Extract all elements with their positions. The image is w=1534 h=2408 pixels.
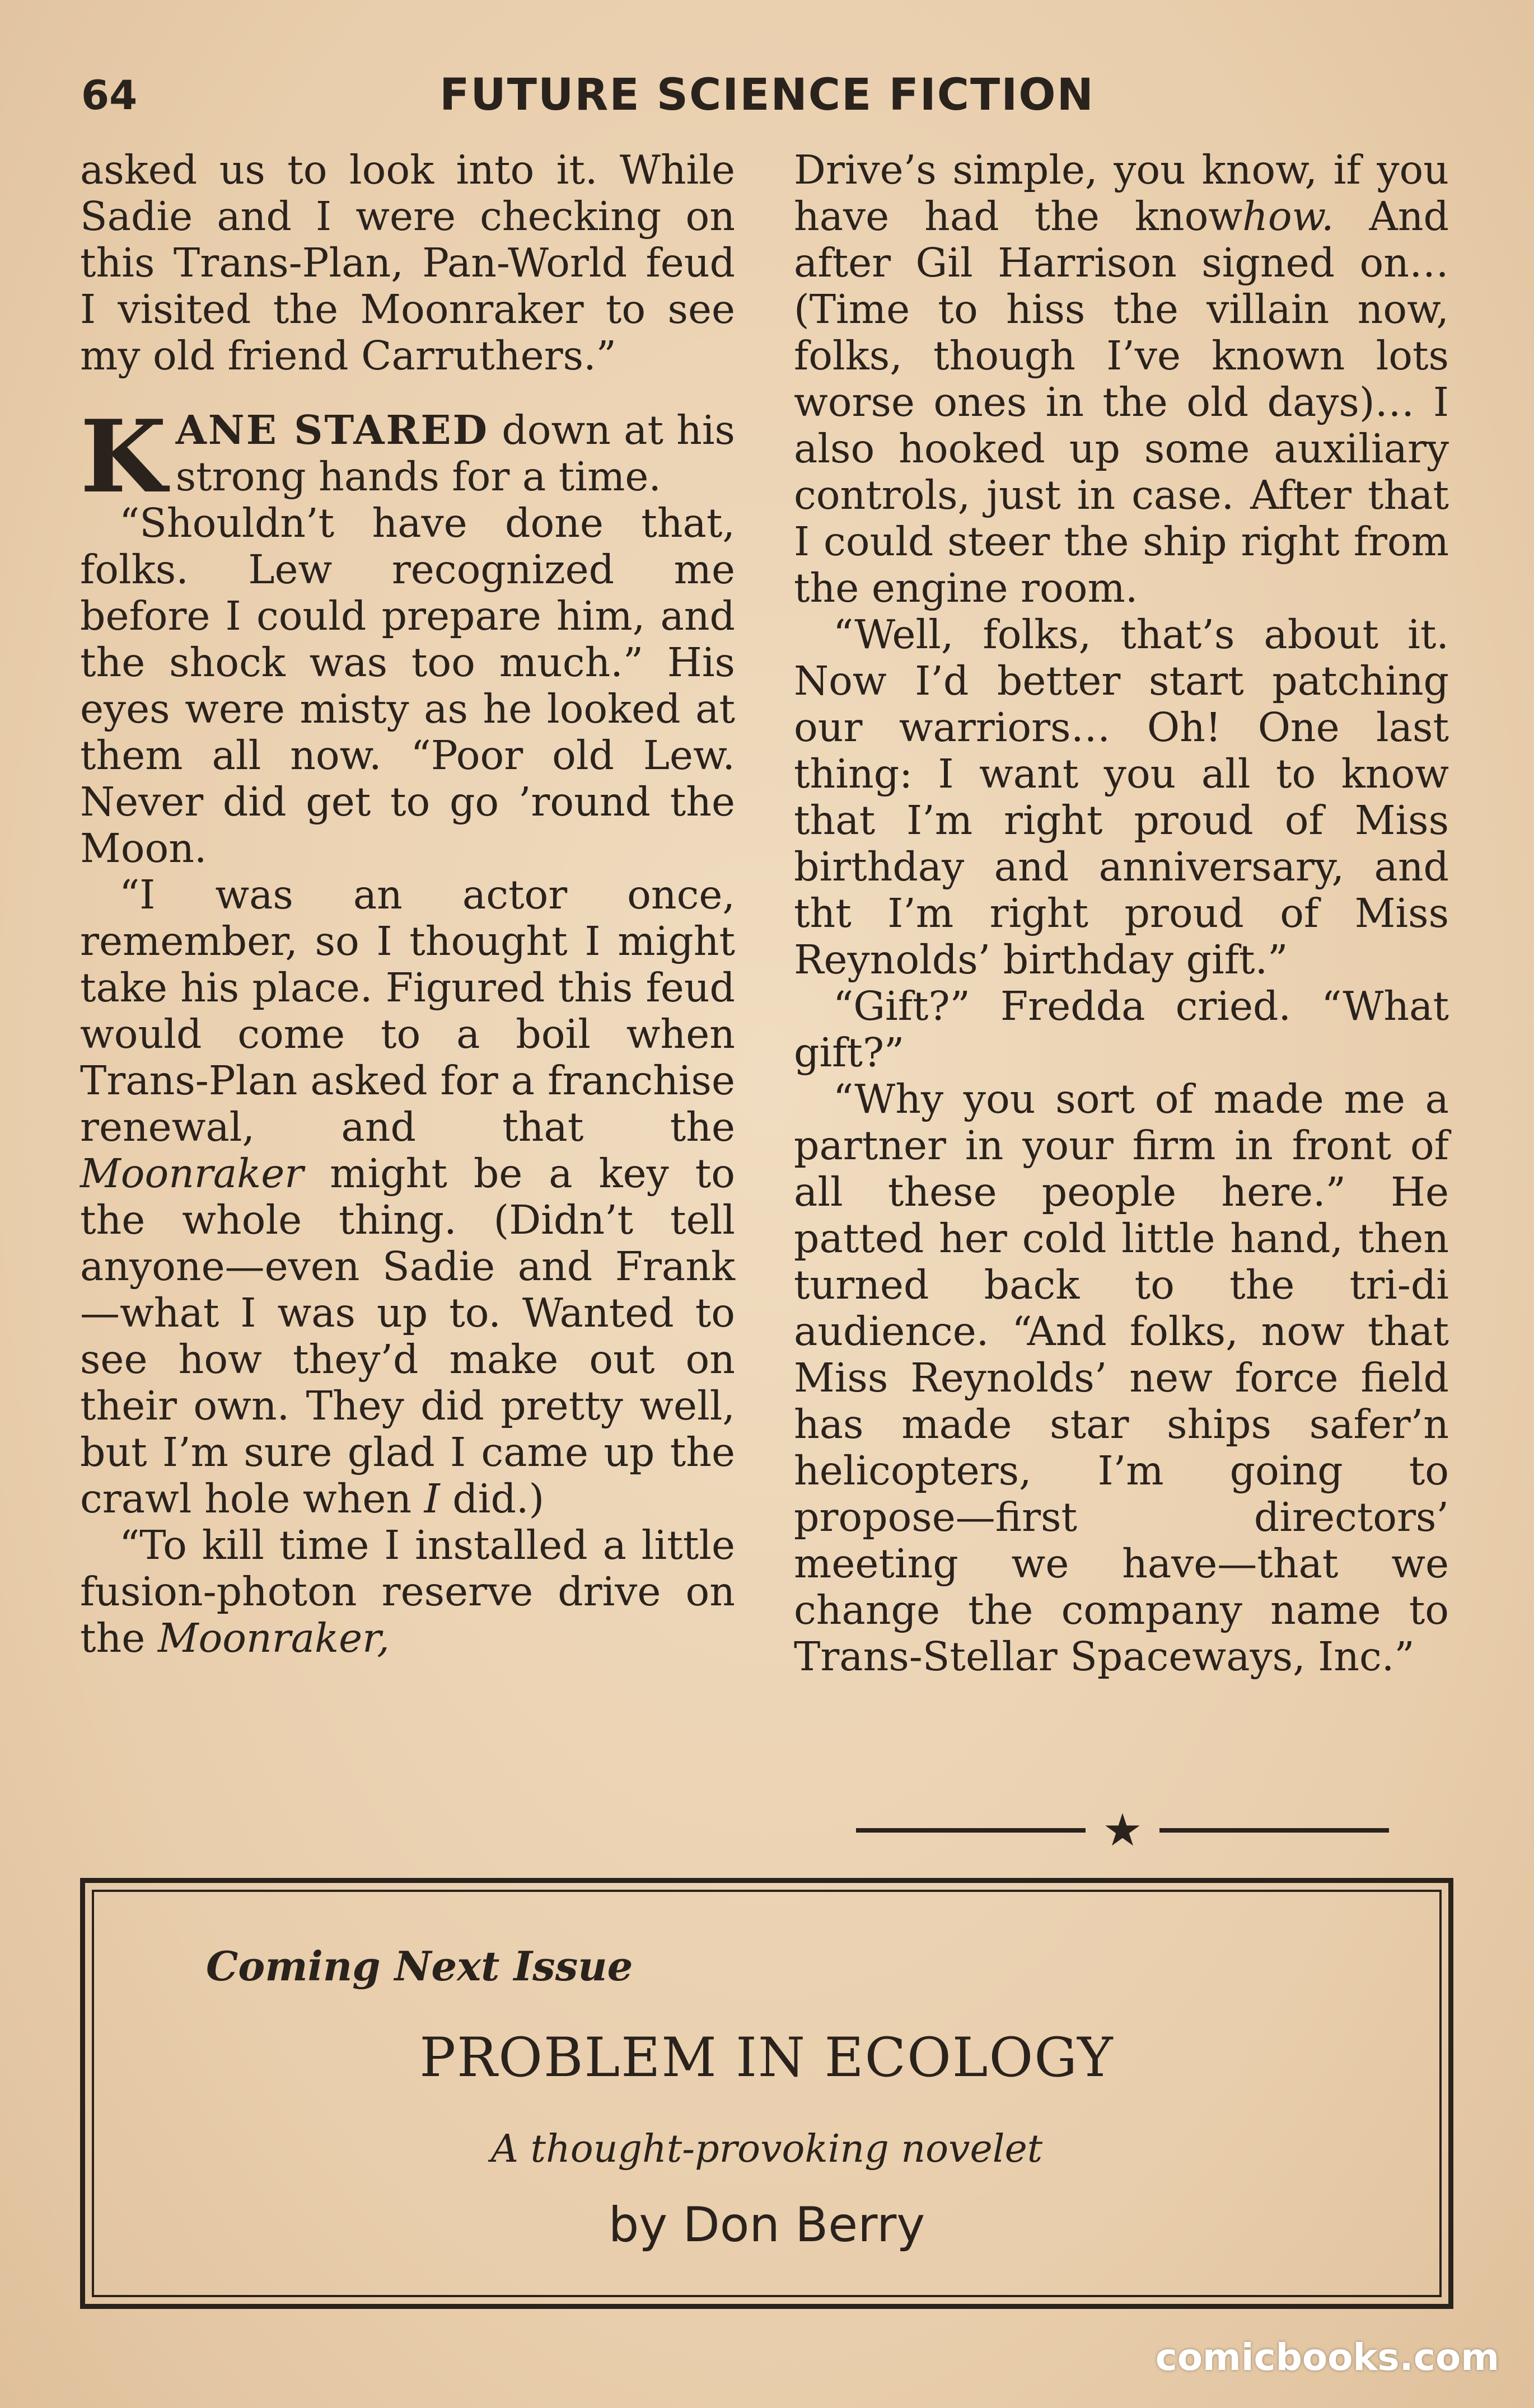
- paragraph: [80, 398, 735, 515]
- paragraph: [80, 1522, 735, 1661]
- italic-emphasis: how.: [1242, 193, 1334, 240]
- paragraph-text: did.): [439, 1475, 545, 1522]
- paragraph: “Shouldn’t have done that, folks. Lew recognized me before I could prepare him, and the shock was too much.” His eyes were misty as he looked at them all now. “Poor old Lew. Never did get to go ’round the Moon.: [80, 500, 735, 872]
- paragraph: [794, 147, 1449, 611]
- paragraph-text: And after Gil Harrison signed on… (Time to hiss the villain now, folks, though I’ve known lots worse ones in the old days)… I also hooked up some auxiliary controls, just in case. After that I could steer the ship right from the engine room.: [794, 193, 1449, 611]
- italic-emphasis: I: [424, 1475, 440, 1522]
- paragraph: “Gift?” Fredda cried. “What gift?”: [794, 983, 1449, 1076]
- promo-title: PROBLEM IN ECOLOGY: [419, 2026, 1114, 2089]
- small-caps-lead: ANE STARED: [175, 406, 489, 453]
- promo-kicker: Coming Next Issue: [206, 1942, 633, 1990]
- promo-inner-frame: [92, 1890, 1442, 2297]
- italic-ship-name: Moonraker: [80, 1150, 304, 1197]
- paragraph-text: Drive’s simple, you know, if you have had the know: [794, 147, 1449, 240]
- star-icon: ★: [1102, 1804, 1143, 1856]
- italic-ship-name: Moonraker,: [157, 1615, 390, 1661]
- running-head: [81, 67, 1453, 123]
- promo-subtitle: A thought-provoking novelet: [490, 2127, 1043, 2171]
- coming-next-issue-box: [80, 1878, 1453, 2309]
- promo-byline: by Don Berry: [608, 2197, 925, 2253]
- paragraph-text: “I was an actor once, remember, so I thought I might take his place. Figured this feud would come to a boil when Trans-Plan asked for a franchise renewal, and that the: [80, 872, 735, 1150]
- magazine-title: FUTURE SCIENCE FICTION: [439, 70, 1095, 120]
- paragraph: [80, 872, 735, 1522]
- paragraph: “Well, folks, that’s about it. Now I’d better start patching our warriors… Oh! One last thing: I want you all to know that I’m right proud of Miss birthday and anniversary, and tht I’m right proud of Miss Reynolds’ birthday gift.”: [794, 611, 1449, 983]
- paragraph-text: might be a key to the whole thing. (Didn’t tell anyone—even Sadie and Frank—what I was up to. Wanted to see how they’d make out on their own. They did pretty well, but I’m sure glad I came up the crawl hole when: [80, 1150, 735, 1522]
- paragraph: “Why you sort of made me a partner in your firm in front of all these people here.” He patted her cold little hand, then turned back to the tri-di audience. “And folks, now that Miss Reynolds’ new force field has made star ships safer’n helicopters, I’m going to propose—first directors’ meeting we have—that we change the company name to Trans-Stellar Spaceways, Inc.”: [794, 1076, 1449, 1680]
- page-number: 64: [81, 72, 138, 119]
- paragraph-text: down at his strong hands for a time.: [175, 407, 735, 500]
- paragraph: asked us to look into it. While Sadie and I were checking on this Trans-Plan, Pan-World feud I visited the Moonraker to see my old friend Carruthers.”: [80, 147, 735, 379]
- paragraph-text: “To kill time I installed a little fusion-photon reserve drive on the: [80, 1522, 735, 1661]
- end-ornament: [843, 1804, 1402, 1856]
- ornament-rule: [856, 1828, 1086, 1833]
- watermark: comicbooks.com: [1155, 2336, 1499, 2379]
- left-column: [80, 147, 735, 1661]
- right-column: [794, 147, 1449, 1680]
- drop-cap: K: [80, 398, 167, 515]
- ornament-rule: [1159, 1828, 1389, 1833]
